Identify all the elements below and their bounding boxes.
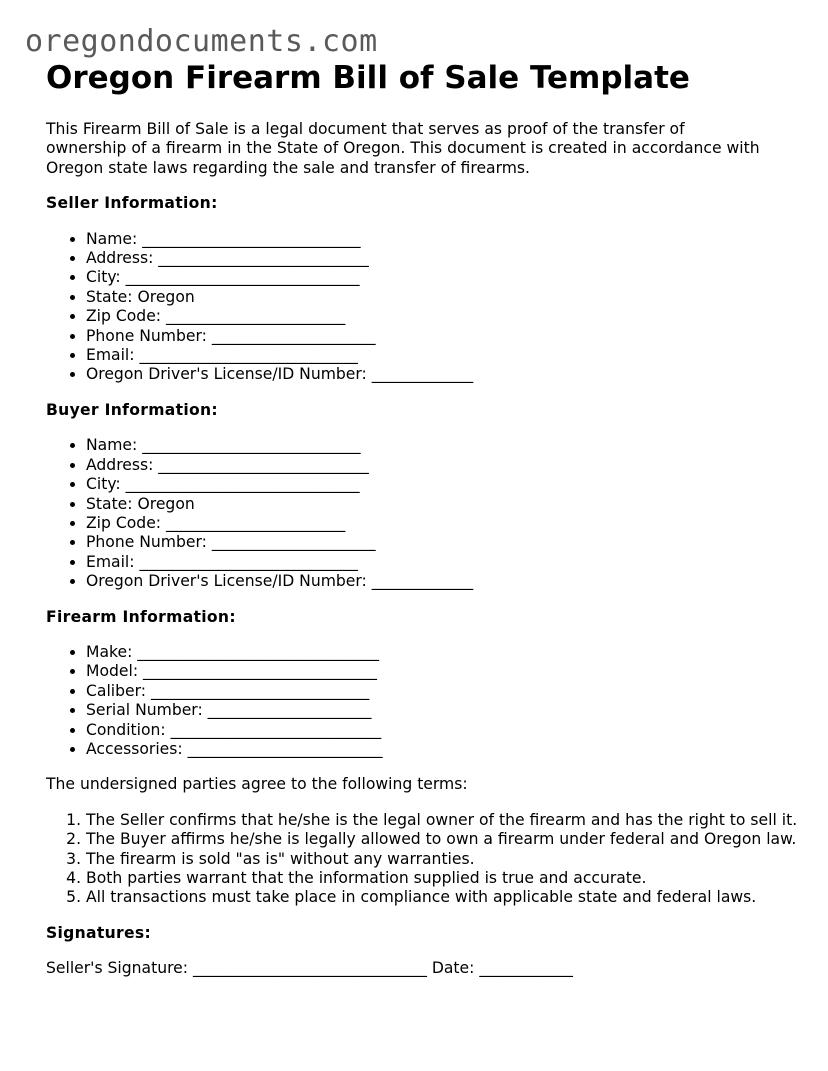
seller-phone-item: • Phone Number: _____________________ xyxy=(86,327,806,346)
document-body xyxy=(46,120,806,979)
buyer-address-item: • Address: ___________________________ xyxy=(86,456,806,475)
seller-info-list xyxy=(46,230,806,385)
term-item: 1. The Seller confirms that he/she is the legal owner of the firearm and has the right to sell it. xyxy=(86,811,806,830)
seller-address-item: • Address: ___________________________ xyxy=(86,249,806,268)
term-item: 4. Both parties warrant that the information supplied is true and accurate. xyxy=(86,869,806,888)
firearm-caliber-item: • Caliber: ____________________________ xyxy=(86,682,806,701)
intro-paragraph: This Firearm Bill of Sale is a legal document that serves as proof of the transfer of ownership of a firearm in the State of Oregon. This document is created in accordance with Oregon state laws regarding the sale and transfer of firearms. xyxy=(46,120,760,177)
firearm-make-item: • Make: _______________________________ xyxy=(86,643,806,662)
firearm-serial-item: • Serial Number: _____________________ xyxy=(86,701,806,720)
seller-zip-item: • Zip Code: _______________________ xyxy=(86,307,806,326)
buyer-state-item: • State: Oregon xyxy=(86,495,806,514)
seller-heading: Seller Information: xyxy=(46,194,218,213)
firearm-info-list xyxy=(46,643,806,759)
buyer-phone-item: • Phone Number: _____________________ xyxy=(86,533,806,552)
firearm-condition-item: • Condition: ___________________________ xyxy=(86,721,806,740)
buyer-name-item: • Name: ____________________________ xyxy=(86,436,806,455)
firearm-accessories-item: • Accessories: _________________________ xyxy=(86,740,806,759)
buyer-city-item: • City: ______________________________ xyxy=(86,475,806,494)
document-title: Oregon Firearm Bill of Sale Template xyxy=(46,60,690,96)
firearm-model-item: • Model: ______________________________ xyxy=(86,662,806,681)
seller-signature-line: Seller's Signature: ______________________________ Date: ____________ xyxy=(46,959,573,978)
terms-intro: The undersigned parties agree to the following terms: xyxy=(46,775,468,794)
term-item: 3. The firearm is sold "as is" without any warranties. xyxy=(86,850,806,869)
seller-state-item: • State: Oregon xyxy=(86,288,806,307)
site-watermark: oregondocuments.com xyxy=(25,24,378,59)
signatures-heading: Signatures: xyxy=(46,923,152,942)
buyer-license-item: • Oregon Driver's License/ID Number: _____________ xyxy=(86,572,806,591)
buyer-heading: Buyer Information: xyxy=(46,400,218,419)
seller-license-item: • Oregon Driver's License/ID Number: _____________ xyxy=(86,365,806,384)
buyer-info-list xyxy=(46,436,806,591)
seller-name-item: • Name: ____________________________ xyxy=(86,230,806,249)
term-item: 5. All transactions must take place in compliance with applicable state and federal laws. xyxy=(86,888,806,907)
seller-email-item: • Email: ____________________________ xyxy=(86,346,806,365)
buyer-email-item: • Email: ____________________________ xyxy=(86,553,806,572)
terms-list xyxy=(46,811,806,908)
seller-city-item: • City: ______________________________ xyxy=(86,268,806,287)
buyer-zip-item: • Zip Code: _______________________ xyxy=(86,514,806,533)
term-item: 2. The Buyer affirms he/she is legally allowed to own a firearm under federal and Oregon law. xyxy=(86,830,806,849)
firearm-heading: Firearm Information: xyxy=(46,607,236,626)
